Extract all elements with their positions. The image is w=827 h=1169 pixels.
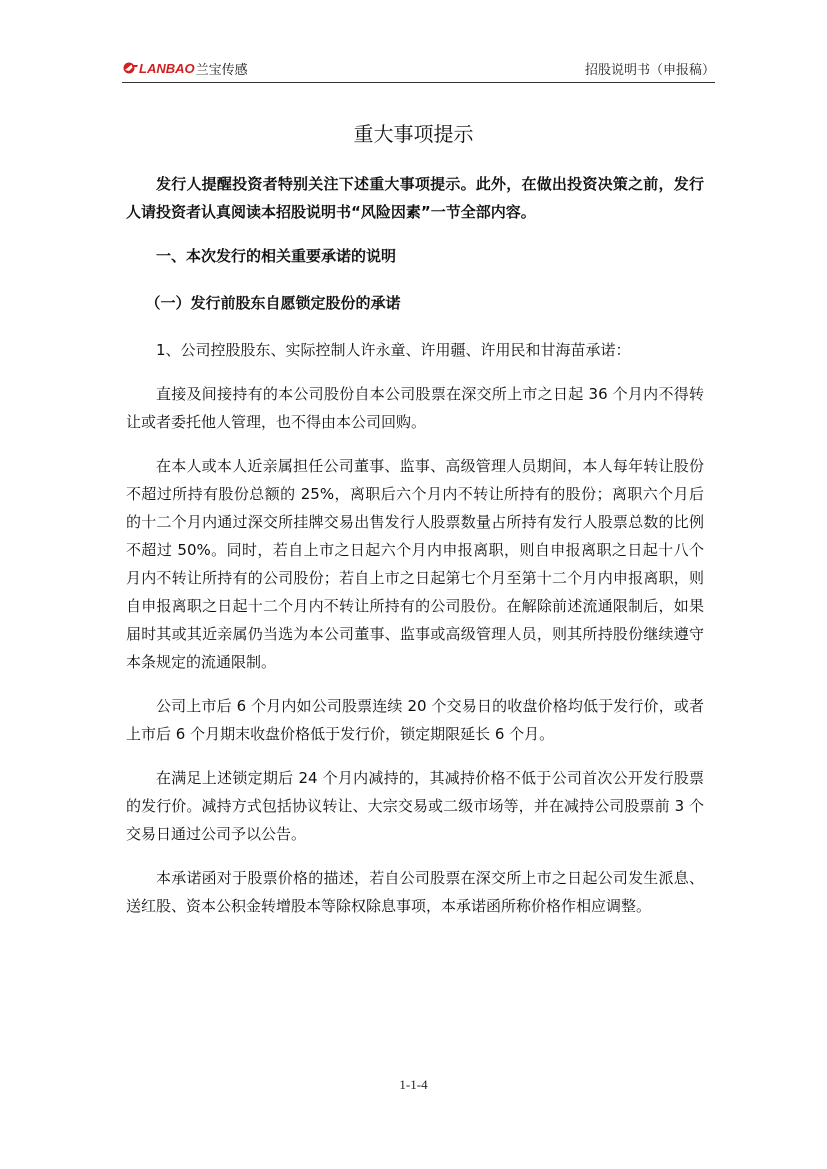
section-heading: 一、本次发行的相关重要承诺的说明 <box>156 247 397 265</box>
page-number: 1-1-4 <box>399 1077 428 1092</box>
page-title: 重大事项提示 <box>353 122 474 146</box>
document-title: 招股说明书（申报稿） <box>584 63 715 78</box>
intro-paragraph: 发行人提醒投资者特别关注下述重大事项提示。此外，在做出投资决策之前，发行人请投资者认真阅读本招股说明书“风险因素”一节全部内容。 <box>126 175 704 221</box>
body-paragraph: 本承诺函对于股票价格的描述，若自公司股票在深交所上市之日起公司发生派息、送红股、资本公积金转增股本等除权除息事项，本承诺函所称价格作相应调整。 <box>126 869 704 915</box>
logo-wordmark: LANBAO <box>139 60 195 76</box>
body-paragraph: 直接及间接持有的本公司股份自本公司股票在深交所上市之日起 36 个月内不得转让或者委托他人管理，也不得由本公司回购。 <box>126 385 704 431</box>
subsection-heading: （一）发行前股东自愿锁定股份的承诺 <box>145 294 401 312</box>
body-paragraph: 公司上市后 6 个月内如公司股票连续 20 个交易日的收盘价格均低于发行价，或者上市后 6 个月期末收盘价格低于发行价，锁定期限延长 6 个月。 <box>126 697 704 743</box>
document-body <box>126 170 704 936</box>
company-logo <box>122 58 248 78</box>
body-paragraph: 1、公司控股股东、实际控制人许永童、许用疆、许用民和甘海苗承诺： <box>156 341 631 359</box>
body-paragraph: 在满足上述锁定期后 24 个月内减持的，其减持价格不低于公司首次公开发行股票的发行价。减持方式包括协议转让、大宗交易或二级市场等，并在减持公司股票前 3 个交易日通过公司予以公告。 <box>126 769 704 843</box>
page-header <box>122 56 715 83</box>
body-paragraph: 在本人或本人近亲属担任公司董事、监事、高级管理人员期间，本人每年转让股份不超过所持有股份总额的 25%，离职后六个月内不转让所持有的股份；离职六个月后的十二个月内通过深交所挂牌交易出售发行人股票数量占所持有发行人股票总数的比例不超过 50%。同时，若自上市之日起六个月内申报离职，则自申报离职之日起十八个月内不转让所持有的公司股份；若自上市之日起第七个月至第十二个月内申报离职，则自申报离职之日起十二个月内不转让所持有的公司股份。在解除前述流通限制后，如果届时其或其近亲属仍当选为本公司董事、监事或高级管理人员，则其所持股份继续遵守本条规定的流通限制。 <box>126 457 704 671</box>
logo-company-name: 兰宝传感 <box>195 62 248 78</box>
lanbao-logo-icon <box>122 62 138 74</box>
